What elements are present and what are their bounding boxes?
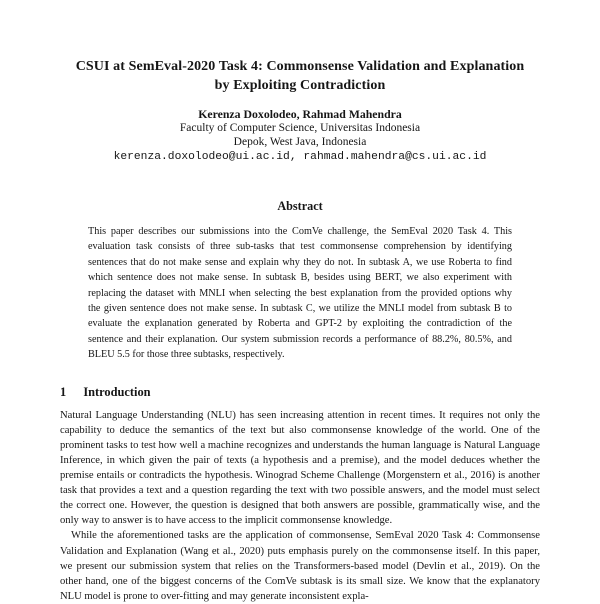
paper-title-line2: by Exploiting Contradiction	[214, 78, 386, 93]
abstract-heading: Abstract	[277, 199, 323, 213]
section-heading-introduction	[60, 385, 540, 399]
affiliation-line1: Faculty of Computer Science, Universitas Indonesia	[179, 122, 421, 134]
affiliation-line2: Depok, West Java, Indonesia	[233, 136, 367, 148]
section-number: 1	[60, 384, 67, 399]
author-names: Kerenza Doxolodeo, Rahmad Mahendra	[198, 107, 402, 121]
section-title: Introduction	[83, 384, 151, 399]
intro-paragraph-1: Natural Language Understanding (NLU) has seen increasing attention in recent times. It requires not only the capability to deduce the semantics of the text but also commonsense knowledge of the world. One of the prominent tasks to test how well a machine recognizes and understands the human language is Natural Language Inference, in which given the pair of texts (a hypothesis and a premise), and the model deduces whether the premise entails or contradicts the hypothesis. Winograd Scheme Challenge (Morgenstern et al., 2016) is another task that provides a text and a question regarding the text with two possible answers, and the model must select the correct one. However, the question is designed that both answers are possible, grammatically wise, and the only way to answer is to have access to the implicit commonsense knowledge.	[60, 409, 540, 527]
paper-title-line1: CSUI at SemEval-2020 Task 4: Commonsense Validation and Explanation	[75, 59, 525, 74]
paper-title	[0, 57, 600, 95]
intro-paragraph-2: While the aforementioned tasks are the application of commonsense, SemEval 2020 Task 4: Commonsense Validation and Explanation (Wang et al., 2020) puts emphasis purely on the commonsense itself. In this paper, we present our submission system that relies on the Transformers-based model (Devlin et al., 2019). On the other hand, one of the biggest concerns of the ComVe subtask is its small size. We know that the explanatory NLU model is prone to over-fitting and may generate inconsistent expla-	[60, 530, 540, 602]
abstract-text: This paper describes our submissions into the ComVe challenge, the SemEval 2020 Task 4. This evaluation task consists of three sub-tasks that test commonsense comprehension by identifying sentences that do not make sense and explain why they do not. In subtask A, we use Roberta to find which sentence does not make sense. In subtask B, besides using BERT, we also experiment with replacing the dataset with MNLI when selecting the best explanation from the provided options why the given sentence does not make sense. In subtask C, we utilize the MNLI model from subtask B to evaluate the explanation generated by Roberta and GPT-2 by exploiting the contradiction of the sentence and their explanation. Our system submission records a performance of 88.2%, 80.5%, and BLEU 5.5 for those three subtasks, respectively.	[88, 226, 512, 361]
author-emails: kerenza.doxolodeo@ui.ac.id, rahmad.mahendra@cs.ui.ac.id	[113, 151, 487, 163]
